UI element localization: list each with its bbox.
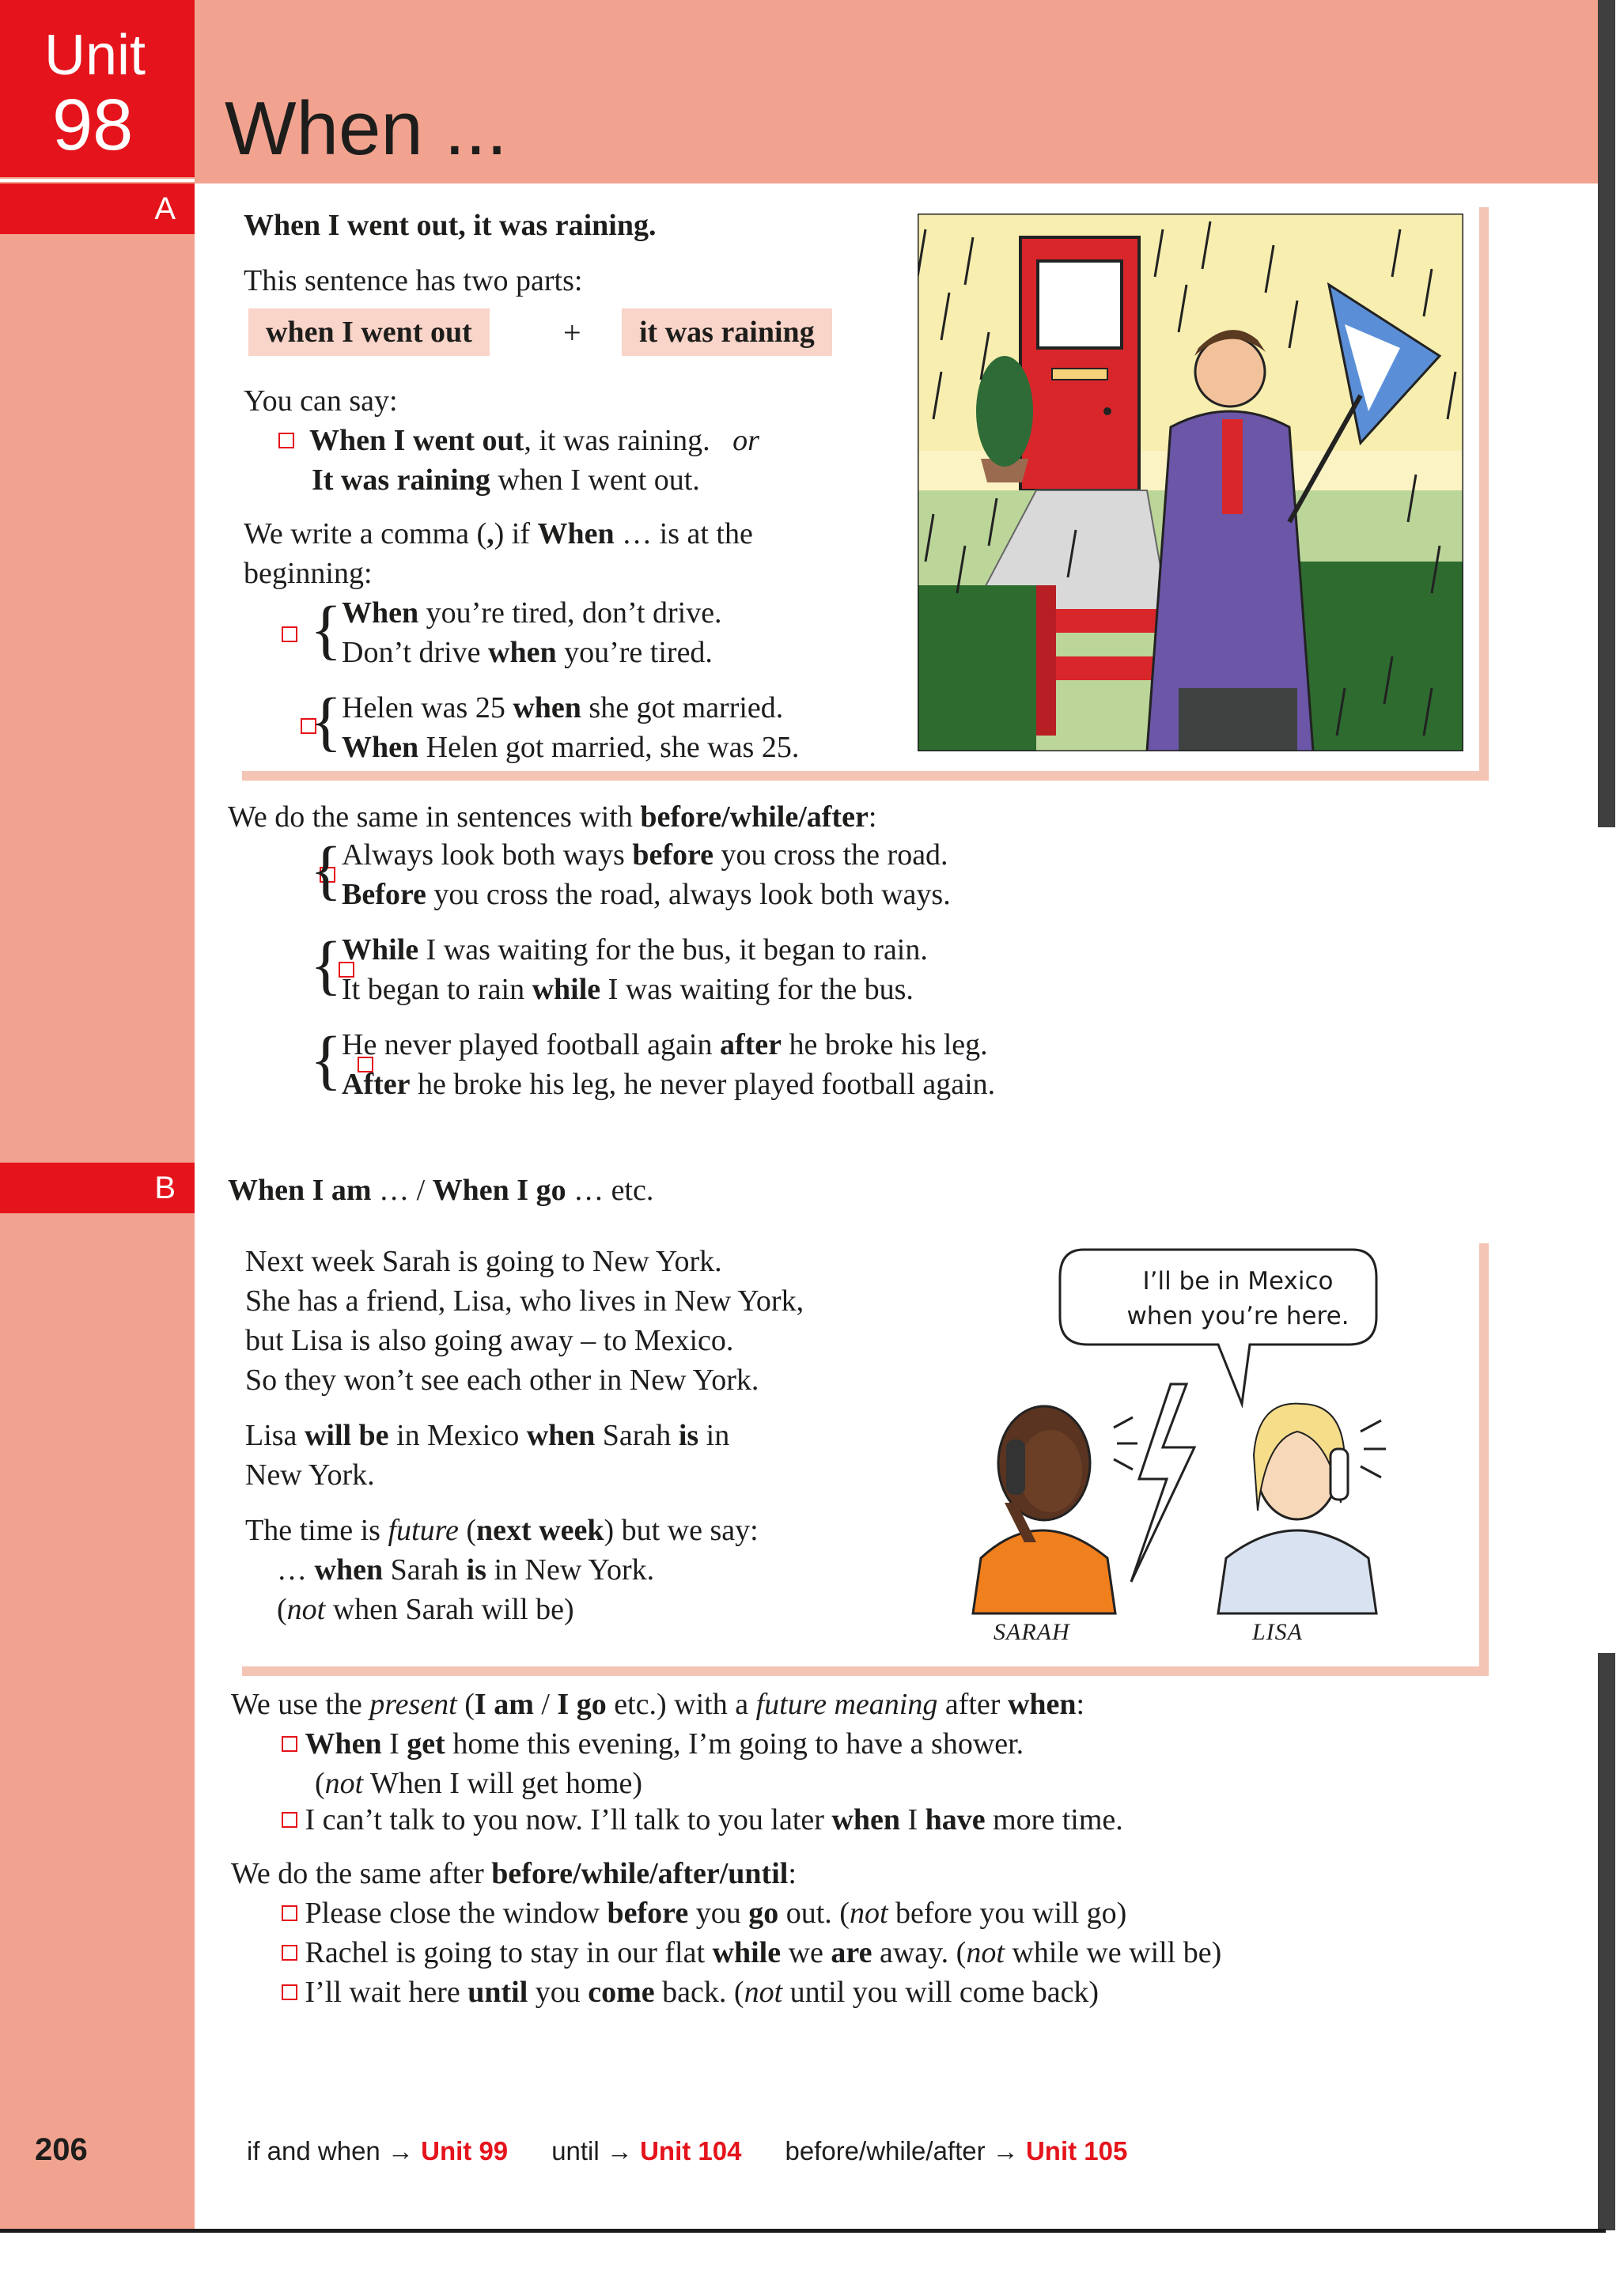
- part-chip-2: it was raining: [622, 308, 832, 356]
- bullet-square-icon: [282, 1984, 297, 2000]
- section-a-heading: When I went out, it was raining.: [244, 209, 657, 242]
- example-same1-line2: Before you cross the road, always look both ways.: [342, 878, 951, 911]
- present-example-5: I’ll wait here until you come back. (not until you will come back): [282, 1973, 1099, 2012]
- unit-divider: [0, 179, 195, 182]
- section-tab-a: A: [0, 183, 195, 234]
- example-same2-line2: It began to rain while I was waiting for the bus.: [342, 973, 914, 1006]
- brace-icon: {: [310, 929, 343, 1002]
- speech-bubble-line-2: when you’re here.: [1126, 1302, 1349, 1330]
- present-example-1: When I get home this evening, I’m going to have a shower.: [282, 1724, 1024, 1764]
- unit-label: Unit: [44, 24, 146, 87]
- section-a-intro: This sentence has two parts:: [244, 264, 583, 297]
- same-intro: We do the same in sentences with before/while/after:: [228, 800, 877, 834]
- rain-illustration: [918, 214, 1463, 751]
- part-chip-1: when I went out: [248, 308, 490, 356]
- example-a2-line1: When you’re tired, don’t drive.: [342, 596, 722, 630]
- example-same2-line1: While I was waiting for the bus, it began to rain.: [342, 933, 928, 966]
- brace-icon: {: [310, 834, 343, 907]
- story-line-4: So they won’t see each other in New York.: [245, 1364, 759, 1397]
- example-a3-line1: Helen was 25 when she got married.: [342, 691, 784, 724]
- page-number: 206: [35, 2132, 88, 2167]
- speech-bubble-line-1: I’ll be in Mexico: [1142, 1267, 1334, 1296]
- footer-cross-references: [247, 2135, 1127, 2167]
- bullet-square-icon: [282, 1812, 297, 1828]
- present-example-3: Please close the window before you go out. (not before you will go): [282, 1893, 1126, 1933]
- story-line-1: Next week Sarah is going to New York.: [245, 1245, 722, 1278]
- footer-link-1[interactable]: if and when → Unit 99: [247, 2136, 509, 2166]
- bullet-square-icon: [282, 626, 297, 642]
- box-a-shadow-bottom: [242, 771, 1489, 781]
- present-example-1-not: (not When I will get home): [315, 1767, 643, 1800]
- bottom-rule: [0, 2229, 1606, 2233]
- example-same3-line2: After he broke his leg, he never played football again.: [342, 1068, 996, 1101]
- story-line-3: but Lisa is also going away – to Mexico.: [245, 1324, 734, 1357]
- example-a1-line1: When I went out, it was raining. or: [278, 421, 759, 460]
- example-same1-line1: Always look both ways before you cross the road.: [342, 838, 948, 872]
- page-title: When ...: [225, 86, 508, 171]
- when-line: … when Sarah is in New York.: [277, 1553, 655, 1587]
- plus-sign: +: [563, 315, 581, 350]
- bullet-square-icon: [282, 1905, 297, 1921]
- caption-sarah: SARAH: [994, 1619, 1070, 1645]
- section-b-heading: When I am … / When I go … etc.: [228, 1174, 654, 1207]
- example-a3-line2: When Helen got married, she was 25.: [342, 731, 800, 764]
- section-tab-b: B: [0, 1163, 195, 1213]
- time-line: The time is future (next week) but we say:: [245, 1514, 759, 1547]
- left-sidebar: [0, 0, 195, 2230]
- present-example-4: Rachel is going to stay in our flat while we are away. (not while we will be): [282, 1933, 1221, 1973]
- example-same3-line1: He never played football again after he broke his leg.: [342, 1028, 988, 1061]
- edge-bar-bottom: [1598, 1653, 1615, 2230]
- brace-icon: {: [310, 593, 343, 667]
- unit-number: 98: [52, 85, 134, 165]
- lisa-line-2: New York.: [245, 1458, 375, 1492]
- box-a-shadow-right: [1479, 207, 1489, 781]
- story-line-2: She has a friend, Lisa, who lives in New York,: [245, 1284, 804, 1318]
- you-can-say: You can say:: [244, 384, 398, 418]
- edge-bar-top: [1598, 0, 1615, 827]
- caption-lisa: LISA: [1252, 1619, 1303, 1645]
- brace-icon: {: [310, 685, 343, 758]
- box-b-shadow-bottom: [242, 1666, 1489, 1676]
- bullet-square-icon: [282, 1736, 297, 1752]
- footer-link-2[interactable]: until → Unit 104: [551, 2136, 742, 2166]
- example-a1-line2: It was raining when I went out.: [312, 463, 700, 497]
- not-line: (not when Sarah will be): [277, 1593, 574, 1626]
- present-intro: We use the present (I am / I go etc.) with a future meaning after when:: [231, 1688, 1085, 1721]
- brace-icon: {: [310, 1023, 343, 1097]
- bullet-square-icon: [282, 1945, 297, 1961]
- comma-rule-line1: We write a comma (,) if When … is at the: [244, 517, 753, 550]
- same-after-intro: We do the same after before/while/after/until:: [231, 1857, 797, 1890]
- comma-rule-line2: beginning:: [244, 557, 373, 590]
- footer-link-3[interactable]: before/while/after → Unit 105: [785, 2136, 1128, 2166]
- bullet-square-icon: [278, 433, 294, 448]
- example-a2-line2: Don’t drive when you’re tired.: [342, 636, 713, 669]
- lisa-line-1: Lisa will be in Mexico when Sarah is in: [245, 1419, 730, 1452]
- present-example-2: I can’t talk to you now. I’ll talk to you later when I have more time.: [282, 1800, 1123, 1840]
- box-b-shadow-right: [1479, 1243, 1489, 1676]
